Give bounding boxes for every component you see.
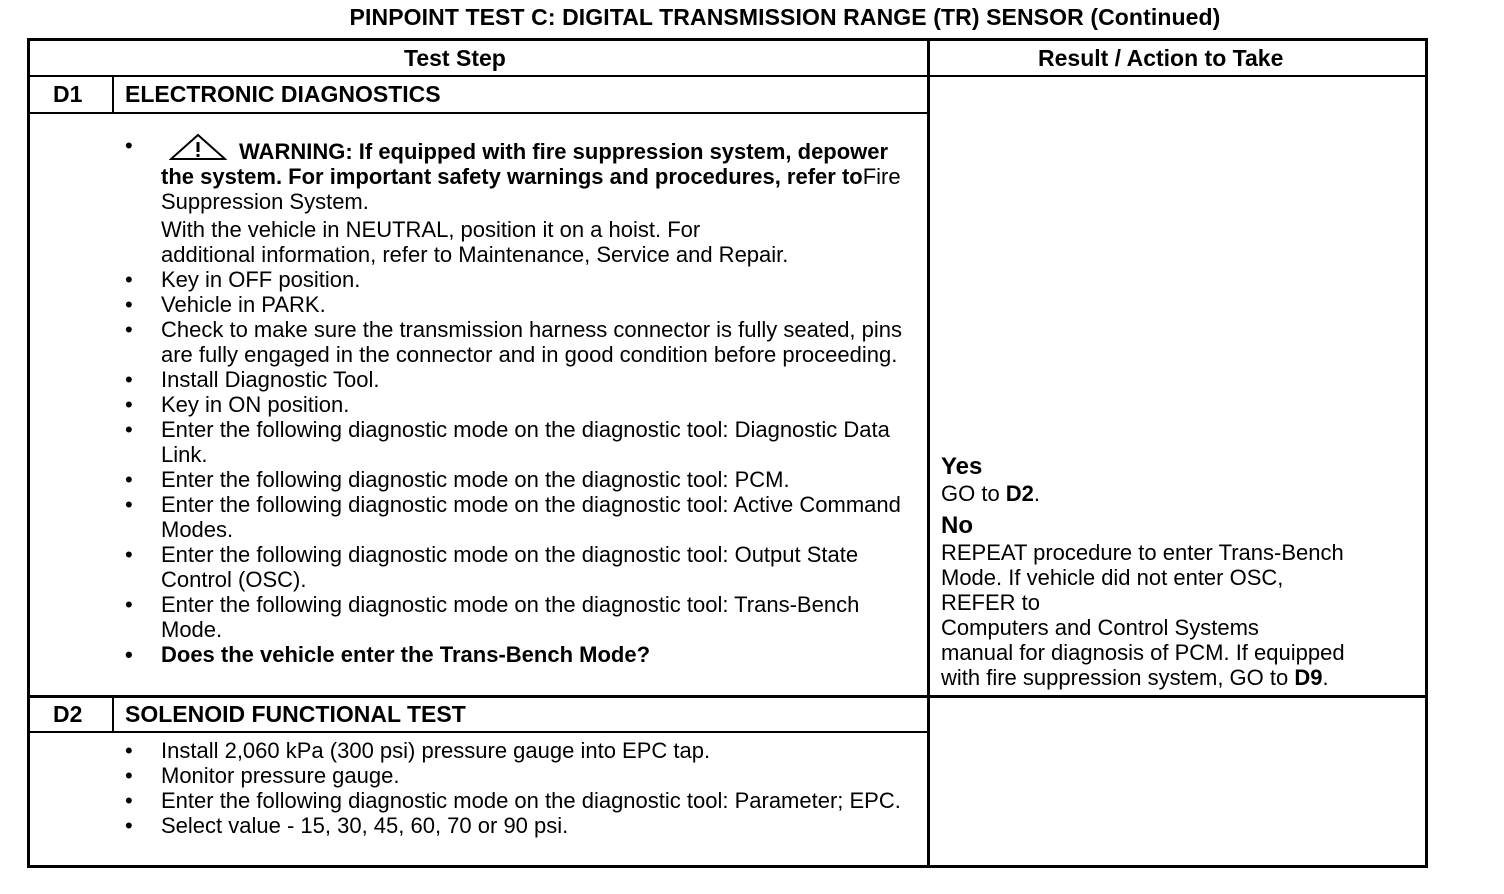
question-item: • Does the vehicle enter the Trans-Bench Mode? [125, 642, 651, 667]
bullet: • [125, 133, 133, 158]
result-no-label: No [941, 512, 973, 539]
header-result: Result / Action to Take [1038, 45, 1284, 71]
page-title: PINPOINT TEST C: DIGITAL TRANSMISSION RANGE (TR) SENSOR (Continued) [349, 4, 1221, 30]
list-item: • Key in OFF position. [125, 267, 361, 292]
list-item: • Vehicle in PARK. [125, 292, 326, 317]
result-d1 [941, 453, 1419, 690]
result-no-action: REPEAT procedure to enter Trans-Bench Mode. If vehicle did not enter OSC, REFER to Computers and Control Systems manual for diagnosis of PCM. If equipped with fire suppression system, GO to D9. [941, 540, 1419, 690]
step-title-d1: ELECTRONIC DIAGNOSTICS [125, 81, 441, 107]
goto-d9-link[interactable]: D9 [1294, 665, 1323, 690]
followup-line-2: additional information, refer to [161, 242, 453, 267]
step-body-d1 [125, 133, 915, 667]
maintenance-ref-link[interactable]: Maintenance, Service and Repair. [458, 242, 789, 267]
step-id-d2: D2 [53, 701, 83, 727]
list-item: • Enter the following diagnostic mode on the diagnostic tool: Trans-Bench Mode. [125, 592, 860, 642]
list-item: • Key in ON position. [125, 392, 350, 417]
warning-ref-link[interactable]: Fire Suppression System. [161, 164, 901, 214]
list-item: • Select value - 15, 30, 45, 60, 70 or 90 psi. [125, 813, 569, 838]
warning-label: WARNING: If equipped with fire suppression system, depower the system. For important safety warnings and procedures, refer to [161, 139, 889, 189]
step-title-d2: SOLENOID FUNCTIONAL TEST [125, 701, 466, 727]
pinpoint-test-table [27, 38, 1428, 868]
list-item: • Install Diagnostic Tool. [125, 367, 380, 392]
list-item: • Enter the following diagnostic mode on the diagnostic tool: Diagnostic Data Link. [125, 417, 890, 467]
step-id-d1: D1 [53, 81, 83, 107]
warning-item [125, 133, 915, 214]
list-item: • Check to make sure the transmission harness connector is fully seated, pins are fully engaged in the connector and in good condition before proceeding. [125, 317, 903, 367]
step-body-d2 [125, 738, 915, 838]
d1-title-rule [30, 112, 928, 114]
result-yes-label: Yes [941, 453, 983, 480]
list-item: • Enter the following diagnostic mode on the diagnostic tool: Parameter; EPC. [125, 788, 901, 813]
result-yes-action: GO to D2. [941, 481, 1041, 506]
d2-title-rule [30, 731, 928, 733]
list-item: • Monitor pressure gauge. [125, 763, 400, 788]
header-test-step: Test Step [404, 45, 506, 71]
column-divider [927, 41, 930, 865]
warning-text [161, 139, 901, 214]
header-rule [30, 75, 1425, 77]
goto-d2-link[interactable]: D2 [1005, 481, 1034, 506]
list-item: • Enter the following diagnostic mode on the diagnostic tool: PCM. [125, 467, 790, 492]
d1-bottom-rule [30, 695, 1425, 698]
computers-control-ref-link[interactable]: Computers and Control Systems [941, 615, 1259, 640]
step-id-divider-d1 [112, 77, 114, 113]
list-item: • Enter the following diagnostic mode on the diagnostic tool: Output State Control (OSC). [125, 542, 859, 592]
list-item: • Enter the following diagnostic mode on the diagnostic tool: Active Command Modes. [125, 492, 901, 542]
question-text: Does the vehicle enter the Trans-Bench Mode? [161, 642, 651, 667]
warning-followup [125, 217, 915, 267]
warning-triangle-icon [169, 133, 227, 161]
list-item: • Install 2,060 kPa (300 psi) pressure gauge into EPC tap. [125, 738, 711, 763]
step-id-divider-d2 [112, 696, 114, 733]
followup-line-1: With the vehicle in NEUTRAL, position it on a hoist. For [161, 217, 701, 242]
